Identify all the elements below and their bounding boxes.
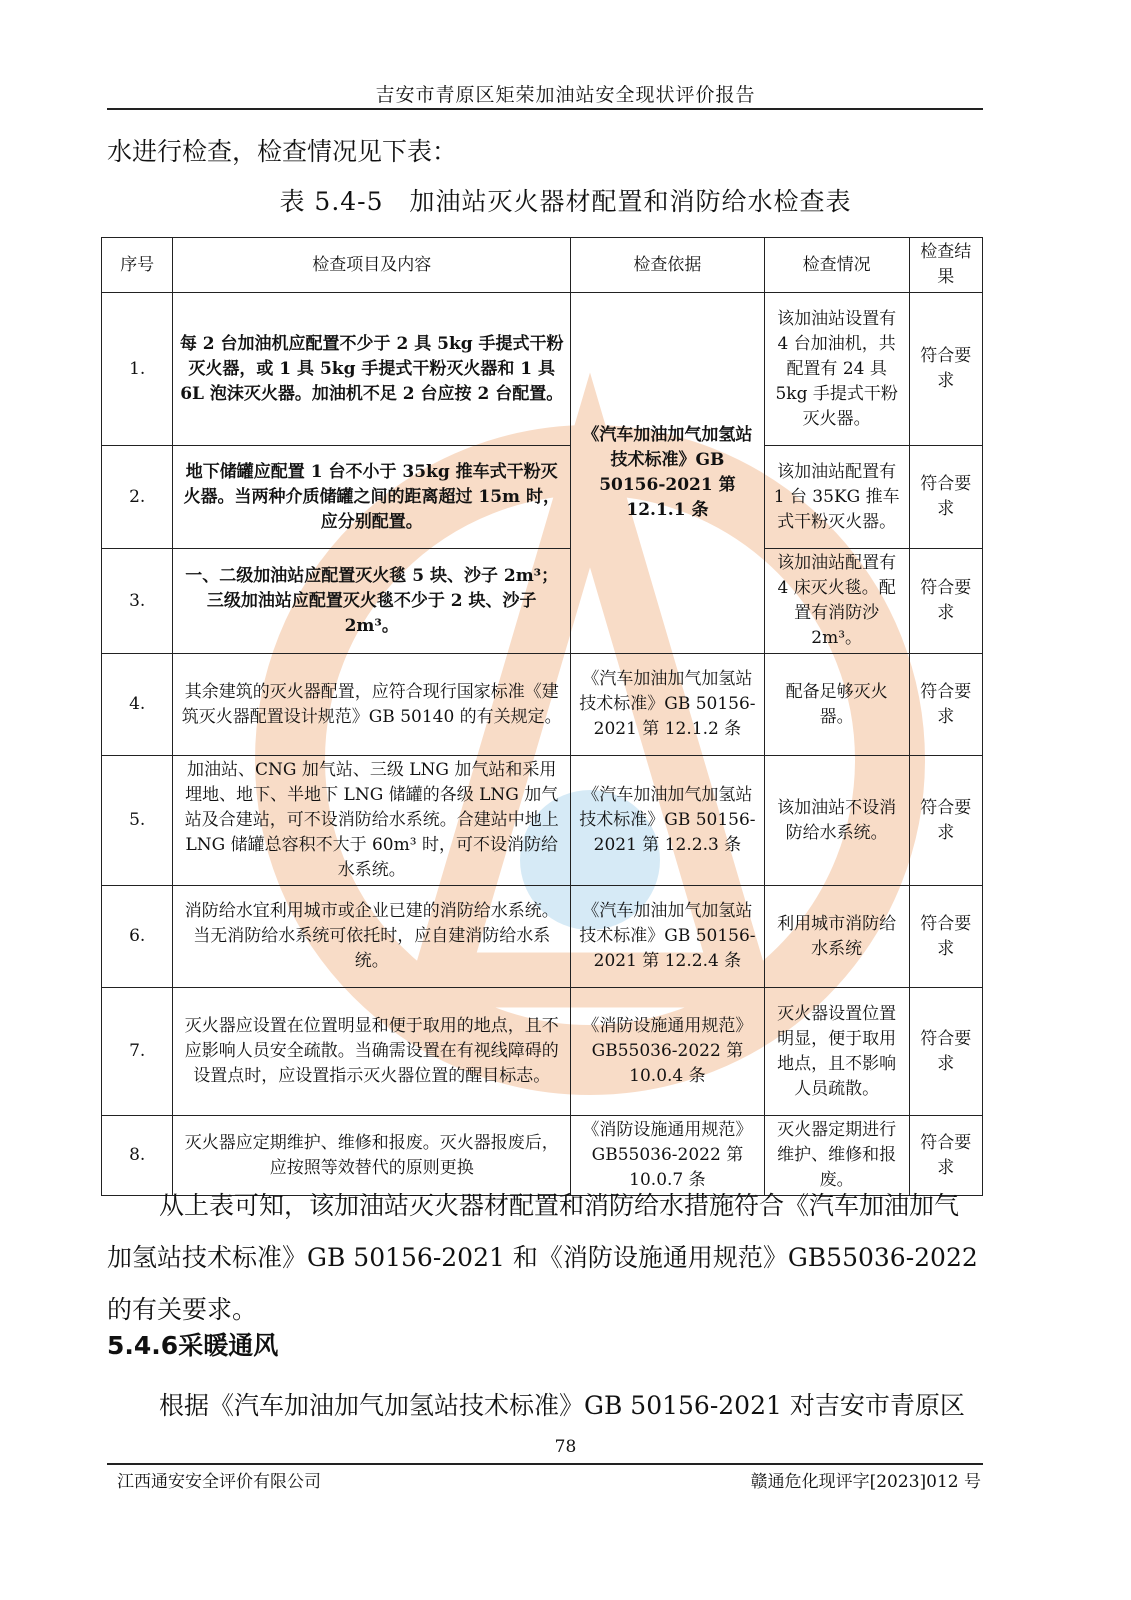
row-no: 6. (102, 886, 173, 988)
inspection-table (101, 237, 983, 1196)
section-number: 5.4.6 (107, 1331, 179, 1360)
row-situation: 该加油站不设消防给水系统。 (764, 756, 909, 886)
row-basis: 《汽车加油加气加氢站技术标准》GB 50156-2021 第 12.2.4 条 (571, 886, 765, 988)
page-header-title: 吉安市青原区矩荣加油站安全现状评价报告 (375, 84, 756, 106)
header-situation: 检查情况 (764, 238, 909, 293)
table-row (102, 886, 983, 988)
footer-rule (107, 1463, 983, 1465)
row-item: 一、二级加油站应配置灭火毯 5 块、沙子 2m³；三级加油站应配置灭火毯不少于 2 块、沙子 2m³。 (173, 549, 571, 654)
intro-text: 水进行检查，检查情况见下表： (107, 137, 458, 166)
row-item: 地下储罐应配置 1 台不小于 35kg 推车式干粉灭火器。当两种介质储罐之间的距离超过 15m 时，应分别配置。 (173, 446, 571, 549)
row-no: 4. (102, 654, 173, 756)
header-item: 检查项目及内容 (173, 238, 571, 293)
row-situation: 配备足够灭火器。 (764, 654, 909, 756)
row-no: 7. (102, 988, 173, 1116)
footer-company: 江西通安安全评价有限公司 (117, 1472, 321, 1492)
table-row (102, 549, 983, 654)
row-result: 符合要求 (909, 756, 982, 886)
row-basis: 《消防设施通用规范》GB55036-2022 第 10.0.4 条 (571, 988, 765, 1116)
row-no: 3. (102, 549, 173, 654)
row-basis: 《消防设施通用规范》GB55036-2022 第 10.0.7 条 (571, 1116, 765, 1196)
row-situation: 利用城市消防给水系统 (764, 886, 909, 988)
footer-report-no: 赣通危化现评字[2023]012 号 (750, 1472, 981, 1492)
header-result: 检查结果 (909, 238, 982, 293)
row-no: 5. (102, 756, 173, 886)
table-row (102, 293, 983, 446)
conclusion-paragraph: 从上表可知，该加油站灭火器材配置和消防给水措施符合《汽车加油加气加氢站技术标准》GB 50156-2021 和《消防设施通用规范》GB55036-2022 的有关要求。 (107, 1191, 978, 1324)
row-no: 2. (102, 446, 173, 549)
table-row (102, 756, 983, 886)
row-item: 每 2 台加油机应配置不少于 2 具 5kg 手提式干粉灭火器，或 1 具 5kg 手提式干粉灭火器和 1 具 6L 泡沫灭火器。加油机不足 2 台应按 2 台配置。 (173, 293, 571, 446)
row-situation: 该加油站配置有 4 床灭火毯。配置有消防沙 2m³。 (764, 549, 909, 654)
body-paragraph: 根据《汽车加油加气加氢站技术标准》GB 50156-2021 对吉安市青原区 (159, 1391, 965, 1420)
header-basis: 检查依据 (571, 238, 765, 293)
row-result: 符合要求 (909, 293, 982, 446)
header-rule (107, 108, 983, 110)
section-heading (107, 1326, 278, 1362)
table-row (102, 446, 983, 549)
row-result: 符合要求 (909, 886, 982, 988)
row-situation: 该加油站设置有 4 台加油机，共配置有 24 具 5kg 手提式干粉灭火器。 (764, 293, 909, 446)
row-result: 符合要求 (909, 446, 982, 549)
row-item: 灭火器应设置在位置明显和便于取用的地点，且不应影响人员安全疏散。当确需设置在有视线障碍的设置点时，应设置指示灭火器位置的醒目标志。 (173, 988, 571, 1116)
header-no: 序号 (102, 238, 173, 293)
row-situation: 该加油站配置有 1 台 35KG 推车式干粉灭火器。 (764, 446, 909, 549)
row-result: 符合要求 (909, 1116, 982, 1196)
row-no: 8. (102, 1116, 173, 1196)
row-basis: 《汽车加油加气加氢站技术标准》GB 50156-2021 第 12.1.2 条 (571, 654, 765, 756)
table-header-row (102, 238, 983, 293)
row-basis-shared: 《汽车加油加气加氢站技术标准》GB 50156-2021 第 12.1.1 条 (571, 293, 765, 654)
row-result: 符合要求 (909, 988, 982, 1116)
row-no: 1. (102, 293, 173, 446)
row-basis: 《汽车加油加气加氢站技术标准》GB 50156-2021 第 12.2.3 条 (571, 756, 765, 886)
page-number: 78 (554, 1437, 577, 1457)
row-situation: 灭火器定期进行维护、维修和报废。 (764, 1116, 909, 1196)
table-row (102, 988, 983, 1116)
row-item: 消防给水宜利用城市或企业已建的消防给水系统。当无消防给水系统可依托时，应自建消防给水系统。 (173, 886, 571, 988)
row-item: 加油站、CNG 加气站、三级 LNG 加气站和采用埋地、地下、半地下 LNG 储罐的各级 LNG 加气站及合建站，可不设消防给水系统。合建站中地上 LNG 储罐总容积不大于 60m³ 时，可不设消防给水系统。 (173, 756, 571, 886)
table-row (102, 654, 983, 756)
section-title: 采暖通风 (178, 1331, 279, 1360)
table-caption: 表 5.4-5 加油站灭火器材配置和消防给水检查表 (279, 187, 852, 216)
row-situation: 灭火器设置位置明显，便于取用地点，且不影响人员疏散。 (764, 988, 909, 1116)
row-item: 其余建筑的灭火器配置，应符合现行国家标准《建筑灭火器配置设计规范》GB 50140 的有关规定。 (173, 654, 571, 756)
row-result: 符合要求 (909, 654, 982, 756)
row-item: 灭火器应定期维护、维修和报废。灭火器报废后，应按照等效替代的原则更换 (173, 1116, 571, 1196)
row-result: 符合要求 (909, 549, 982, 654)
